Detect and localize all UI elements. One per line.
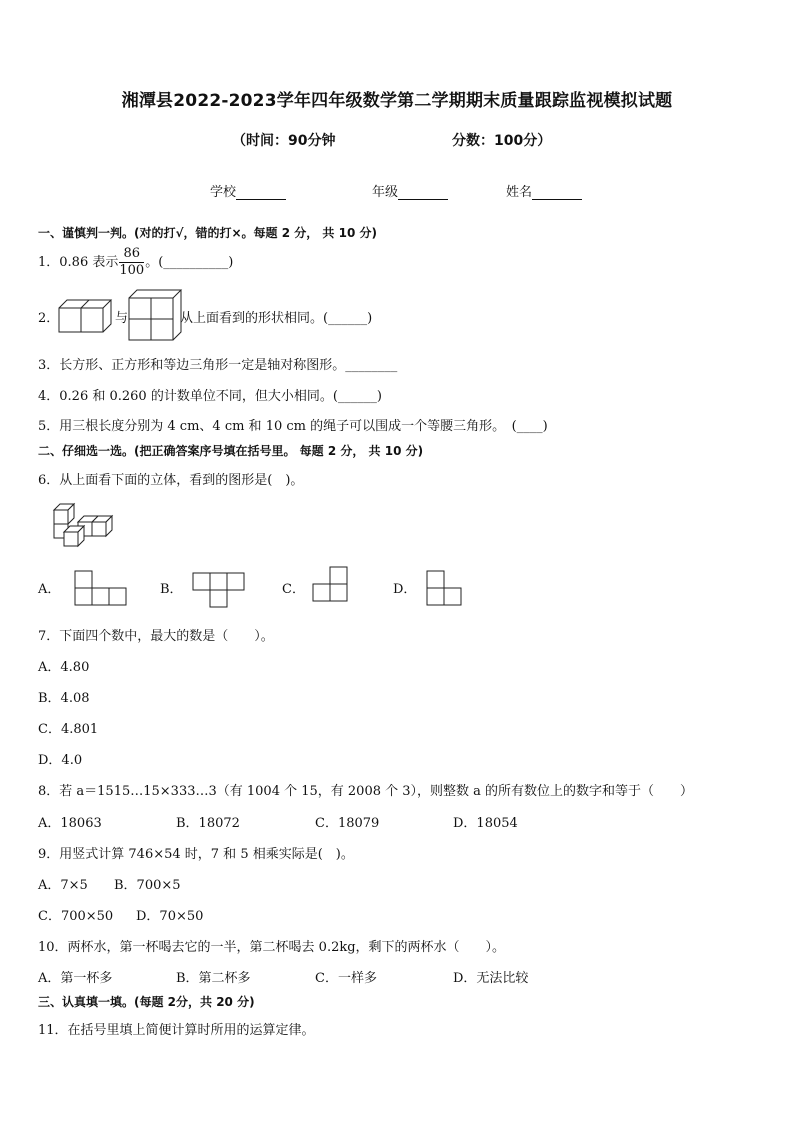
q7-option-c: C．4.801 — [38, 722, 99, 737]
question-2-mid: 与 — [115, 311, 129, 326]
q6-option-c-label: C． — [282, 582, 305, 597]
q7-option-b: B．4.08 — [38, 691, 90, 706]
q7-option-a: A．4.80 — [38, 660, 90, 675]
question-8: 8．若 a＝1515…15×333…3（有 1004 个 15，有 2008 个 3），则整数 a 的所有数位上的数字和等于（ ） — [38, 784, 694, 799]
q6-option-b-label: B． — [160, 582, 183, 597]
question-11: 11．在括号里填上简便计算时所用的运算定律。 — [38, 1023, 315, 1038]
q10-option-a: A．第一杯多 — [38, 971, 113, 986]
exam-title: 湘潭县2022-2023学年四年级数学第二学期期末质量跟踪监视模拟试题 — [121, 91, 673, 111]
name-blank[interactable] — [532, 185, 582, 200]
school-label: 学校 — [210, 185, 237, 200]
q2-shape-left — [58, 296, 108, 334]
question-2-suffix: 从上面看到的形状相同。(______) — [180, 311, 373, 326]
q8-option-b: B．18072 — [176, 816, 240, 831]
question-3: 3．长方形、正方形和等边三角形一定是轴对称图形。________ — [38, 358, 398, 373]
q9-option-b: B．700×5 — [114, 878, 181, 893]
q6-option-b-figure — [192, 572, 246, 610]
question-1: 1．0.86 表示 $\frac{86}{100}$ 。(__________) — [38, 246, 234, 278]
q6-option-d-label: D． — [393, 582, 417, 597]
exam-time: （时间：90分钟 — [232, 133, 336, 149]
q7-option-d: D．4.0 — [38, 753, 83, 768]
q10-option-c: C．一样多 — [315, 971, 377, 986]
q9-option-c: C．700×50 — [38, 909, 114, 924]
question-10: 10．两杯水，第一杯喝去它的一半，第二杯喝去 0.2kg，剩下的两杯水（ ）。 — [38, 940, 506, 955]
school-field — [210, 181, 286, 200]
q6-option-a-figure — [74, 570, 128, 606]
q9-option-a: A．7×5 — [38, 878, 88, 893]
question-5: 5．用三根长度分别为 4 cm、4 cm 和 10 cm 的绳子可以围成一个等腰三角形。 (____) — [38, 419, 548, 434]
question-2-prefix: 2． — [38, 311, 60, 326]
q9-option-d: D．70×50 — [136, 909, 204, 924]
q6-cube-figure — [52, 500, 112, 548]
grade-field — [372, 181, 448, 200]
question-4: 4．0.26 和 0.260 的计数单位不同，但大小相同。(______) — [38, 389, 382, 404]
school-blank[interactable] — [236, 185, 286, 200]
q6-option-a-label: A． — [38, 582, 61, 597]
section-1-heading: 一、谨慎判一判。(对的打√，错的打×。每题 2 分， 共 10 分) — [38, 226, 377, 240]
grade-blank[interactable] — [398, 185, 448, 200]
q6-option-d-figure — [426, 570, 464, 608]
question-7: 7．下面四个数中，最大的数是（ ）。 — [38, 629, 274, 644]
section-3-heading: 三、认真填一填。(每题 2分，共 20 分) — [38, 995, 255, 1009]
q10-option-b: B．第二杯多 — [176, 971, 251, 986]
fraction-86-100: $\frac{86}{100}$ — [119, 246, 145, 278]
q8-option-d: D．18054 — [453, 816, 518, 831]
q2-shape-right — [128, 288, 182, 342]
name-label: 姓名 — [506, 185, 533, 200]
q6-option-c-figure — [312, 566, 350, 604]
q10-option-d: D．无法比较 — [453, 971, 529, 986]
exam-score: 分数：100分） — [452, 133, 552, 149]
question-6: 6．从上面看下面的立体，看到的图形是( )。 — [38, 473, 304, 488]
grade-label: 年级 — [372, 185, 399, 200]
q8-option-a: A．18063 — [38, 816, 102, 831]
q8-option-c: C．18079 — [315, 816, 380, 831]
name-field — [506, 181, 582, 200]
section-2-heading: 二、仔细选一选。(把正确答案序号填在括号里。 每题 2 分， 共 10 分) — [38, 444, 424, 458]
question-9: 9．用竖式计算 746×54 时，7 和 5 相乘实际是( )。 — [38, 847, 354, 862]
